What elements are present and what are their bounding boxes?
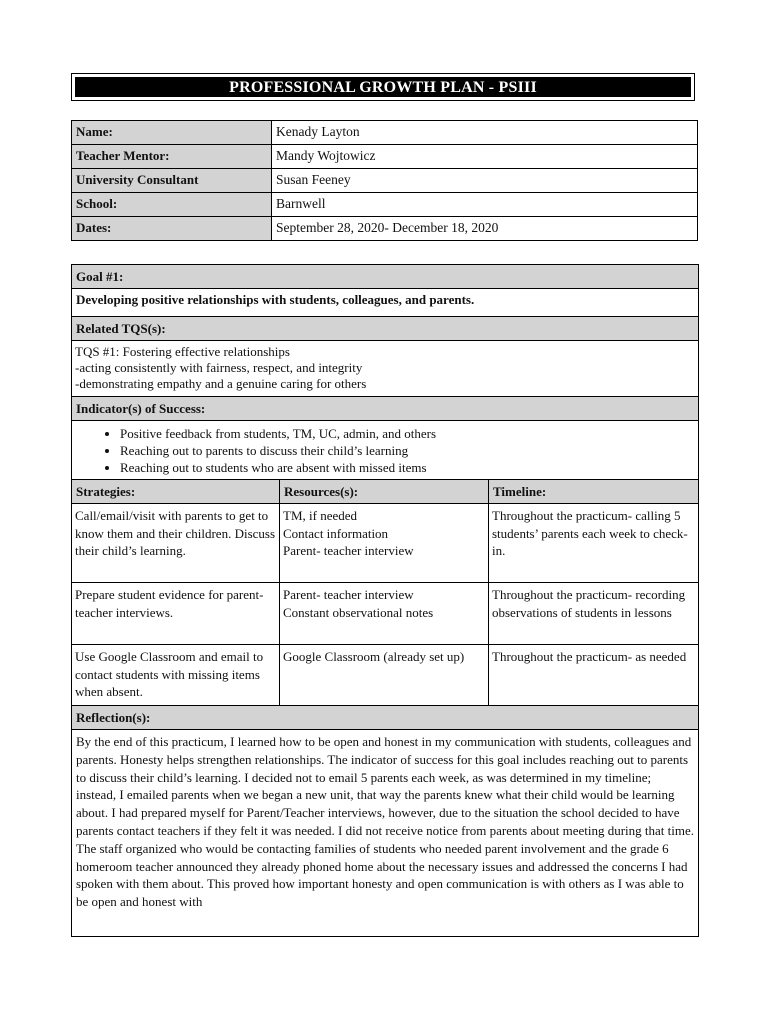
plan-row [72, 645, 699, 706]
goal-title: Developing positive relationships with students, colleagues, and parents. [72, 289, 699, 317]
info-label: Name: [72, 121, 272, 145]
info-value: Barnwell [272, 193, 698, 217]
resources-column-header: Resources(s): [280, 480, 489, 504]
reflection-header: Reflection(s): [72, 706, 699, 730]
indicator-item: • Reaching out to parents to discuss their child’s learning [120, 442, 698, 459]
plan-row [72, 583, 699, 645]
info-label: School: [72, 193, 272, 217]
title-box [71, 73, 695, 101]
info-label: Dates: [72, 217, 272, 241]
resources-cell [280, 504, 489, 583]
plan-row [72, 504, 699, 583]
info-row-consultant [72, 169, 698, 193]
resource-item: TM, if needed [283, 508, 358, 523]
indicators-content [72, 421, 699, 480]
info-value: September 28, 2020- December 18, 2020 [272, 217, 698, 241]
info-value: Susan Feeney [272, 169, 698, 193]
info-row-school [72, 193, 698, 217]
tqs-content [72, 341, 699, 397]
strategy-cell: Prepare student evidence for parent- teacher interviews. [72, 583, 280, 645]
indicators-header: Indicator(s) of Success: [72, 397, 699, 421]
timeline-cell: Throughout the practicum- calling 5 students’ parents each week to check-in. [489, 504, 699, 583]
info-row-mentor [72, 145, 698, 169]
info-row-dates [72, 217, 698, 241]
tqs-line: -demonstrating empathy and a genuine caring for others [75, 376, 367, 391]
tqs-line: -acting consistently with fairness, respect, and integrity [75, 360, 363, 375]
info-table [71, 120, 698, 241]
timeline-cell: Throughout the practicum- recording observations of students in lessons [489, 583, 699, 645]
tqs-line: TQS #1: Fostering effective relationships [75, 344, 290, 359]
resource-item: Contact information [283, 525, 389, 541]
strategy-cell: Call/email/visit with parents to get to know them and their children. Discuss their child’s learning. [72, 504, 280, 583]
strategies-column-header: Strategies: [72, 480, 280, 504]
timeline-column-header: Timeline: [489, 480, 699, 504]
info-row-name [72, 121, 698, 145]
goal-table [71, 264, 699, 937]
goal-header: Goal #1: [72, 265, 699, 289]
reflection-cell [72, 730, 699, 937]
info-label: University Consultant [72, 169, 272, 193]
info-label: Teacher Mentor: [72, 145, 272, 169]
resource-item: Parent- teacher interview [283, 587, 414, 602]
resources-cell [280, 645, 489, 706]
resource-item: Constant observational notes [283, 604, 434, 620]
resources-cell [280, 583, 489, 645]
info-value: Kenady Layton [272, 121, 698, 145]
indicators-list [72, 425, 698, 476]
indicator-item: • Positive feedback from students, TM, UC, admin, and others [120, 425, 698, 442]
tqs-header: Related TQS(s): [72, 317, 699, 341]
resource-item: Google Classroom (already set up) [283, 649, 465, 664]
timeline-cell: Throughout the practicum- as needed [489, 645, 699, 706]
resource-item: Parent- teacher interview [283, 543, 414, 558]
document-title: PROFESSIONAL GROWTH PLAN - PSIII [75, 77, 691, 97]
reflection-text: By the end of this practicum, I learned how to be open and honest in my communication with students, colleagues and parents. Honesty helps strengthen relationships. The indicator of success for this goal includes reaching out to parents to discuss their child’s learning. I decided not to email 5 parents each week, as was determined in my timeline; instead, I emailed parents when we began a new unit, that way the parents knew what their child would be learning about. I had prepared myself for Parent/Teacher interviews, however, due to the situation the school decided to have parents contact teachers if they felt it was needed. I did not receive notice from parents about meeting during that time. The staff organized who would be contacting families of students who needed parent involvement and the grade 6 homeroom teacher announced they already phoned home about the necessary issues and addressed the concerns I had spoken with them about. This proved how important honesty and open communication is with others as I was able to be open and honest with [76, 734, 694, 910]
info-value: Mandy Wojtowicz [272, 145, 698, 169]
strategy-cell: Use Google Classroom and email to contact students with missing items when absent. [72, 645, 280, 706]
indicator-item: • Reaching out to students who are absent with missed items [120, 459, 698, 476]
